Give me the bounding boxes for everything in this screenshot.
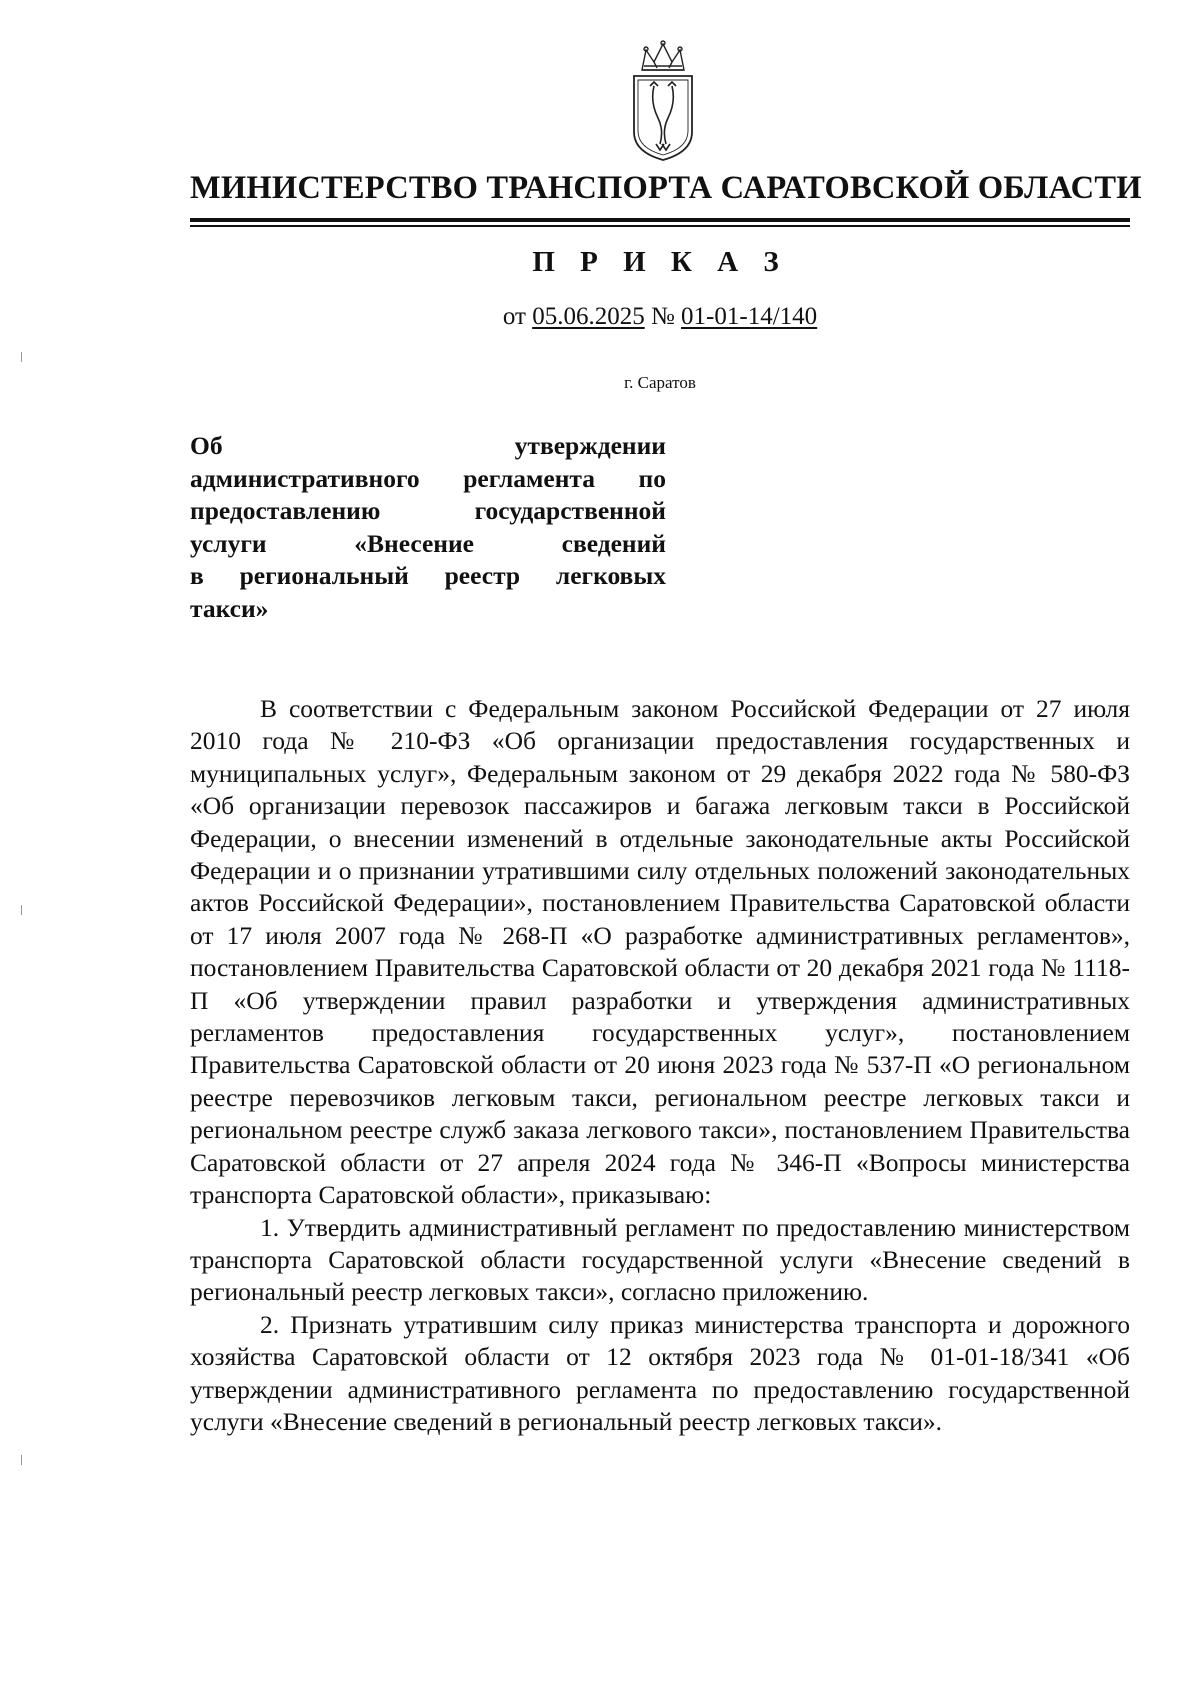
order-date: 05.06.2025: [532, 303, 645, 330]
header-rule-thin: [190, 225, 1130, 227]
scan-margin-mark: [21, 1455, 22, 1465]
header-rule-thick: [190, 218, 1130, 222]
order-subject: [190, 430, 666, 625]
order-body: [190, 693, 1130, 1438]
ministry-name: МИНИСТЕРСТВО ТРАНСПОРТА САРАТОВСКОЙ ОБЛАСТИ: [190, 170, 1142, 206]
scan-margin-mark: [21, 905, 22, 915]
subject-line: такси»: [190, 593, 269, 623]
body-paragraph-item-2: 2. Признать утратившим силу приказ министерства транспорта и дорожного хозяйства Саратовской области от 12 октября 2023 года № 01-01-18/341 «Об утверждении административного регламента по предоставлению государственной услуги «Внесение сведений в региональный реестр легковых такси».: [190, 1309, 1130, 1436]
scan-margin-mark: [21, 352, 22, 362]
body-paragraph-preamble: В соответствии с Федеральным законом Российской Федерации от 27 июля 2010 года № 210-ФЗ «Об организации предоставления государственных и муниципальных услуг», Федеральным законом от 29 декабря 2022 года № 580-ФЗ «Об организации перевозок пассажиров и багажа легковым такси в Российской Федерации, о внесении изменений в отдельные законодательные акты Российской Федерации и о признании утратившими силу отдельных положений законодательных актов Российской Федерации», постановлением Правительства Саратовской области от 17 июля 2007 года № 268-П «О разработке административных регламентов», постановлением Правительства Саратовской области от 20 декабря 2021 года № 1118-П «Об утверждении правил разработки и утверждения административных регламентов предоставления государственных услуг», постановлением Правительства Саратовской области от 20 июня 2023 года № 537-П «О региональном реестре перевозчиков легковым такси, региональном реестре легковых такси и региональном реестре служб заказа легкового такси», постановлением Правительства Саратовской области от 27 апреля 2024 года № 346-П «Вопросы министерства транспорта Саратовской области», приказываю:: [190, 694, 1130, 1210]
saratov-coat-of-arms-icon: [628, 40, 698, 162]
order-number: 01-01-14/140: [681, 303, 818, 330]
order-date-number: [190, 303, 1130, 331]
subject-line: Об утверждении: [190, 431, 666, 460]
subject-line: предоставлению государственной: [190, 496, 666, 525]
subject-line: в региональный реестр легковых: [190, 561, 666, 590]
order-from-label: от: [502, 303, 526, 330]
order-number-label: №: [650, 303, 675, 330]
subject-line: услуги «Внесение сведений: [190, 528, 666, 558]
subject-line: административного регламента по: [190, 463, 666, 493]
order-title: П Р И К А З: [532, 246, 788, 278]
order-city: г. Саратов: [624, 373, 696, 392]
body-paragraph-item-1: 1. Утвердить административный регламент по предоставлению министерством транспорта Саратовской области государственной услуги «Внесение сведений в региональный реестр легковых такси», согласно приложению.: [190, 1212, 1130, 1307]
